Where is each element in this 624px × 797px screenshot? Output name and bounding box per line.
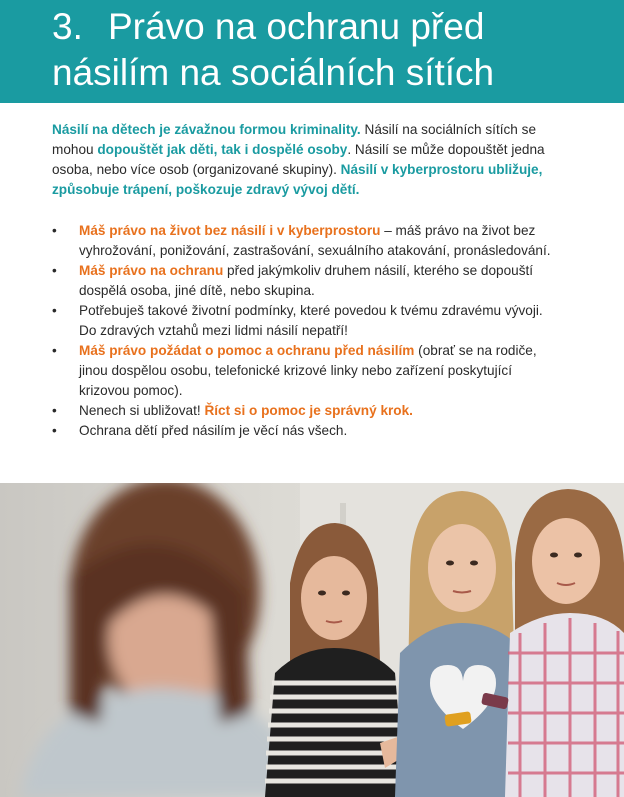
intro-highlight-3: Násilí v kyberprostoru ubližuje, způsobuje trápení, poškozuje zdravý vývoj dětí. [52, 162, 543, 197]
chapter-title [52, 4, 612, 96]
list-item [52, 341, 562, 401]
right-text: před jakýmkoliv druhem násilí, kterého se dopouští dospělá osoba, jiné dítě, nebo skupina. [79, 263, 534, 298]
chapter-number: 3. [52, 6, 83, 47]
photo-illustration [0, 483, 624, 797]
intro-text-2: . Násilí se může dopouštět jedna osoba, nebo více osob (organizované skupiny). [52, 142, 545, 177]
right-text: – máš právo na život bez vyhrožování, ponižování, zastrašování, sexuálního atakování, pronásledování. [79, 223, 551, 258]
right-heading: Máš právo požádat o pomoc a ochranu před násilím [79, 343, 415, 358]
right-text: Ochrana dětí před násilím je věcí nás všech. [79, 423, 348, 438]
right-text: Potřebuješ takové životní podmínky, které povedou k tvému zdravému vývoji. Do zdravých vztahů mezi lidmi násilí nepatří! [79, 303, 543, 338]
intro-highlight-1: Násilí na dětech je závažnou formou kriminality. [52, 122, 361, 137]
list-item [52, 401, 562, 421]
intro-paragraph [52, 120, 574, 200]
list-item [52, 301, 562, 341]
right-heading: Máš právo na ochranu [79, 263, 224, 278]
right-text: Nenech si ubližovat! [79, 403, 205, 418]
list-item [52, 421, 562, 441]
list-item [52, 261, 562, 301]
intro-highlight-2: dopouštět jak děti, tak i dospělé osoby [97, 142, 348, 157]
chapter-title-line1: Právo na ochranu před [108, 6, 485, 47]
chapter-header [0, 0, 624, 103]
girls-photo [0, 483, 624, 797]
intro-text-1: Násilí na sociálních sítích se mohou [52, 122, 537, 157]
right-heading: Říct si o pomoc je správný krok. [204, 403, 413, 418]
right-heading: Máš právo na život bez násilí i v kyberprostoru [79, 223, 381, 238]
rights-list [52, 221, 562, 441]
right-text: (obrať se na rodiče, jinou dospělou osobu, telefonické krizové linky nebo zařízení poskytující krizovou pomoc). [79, 343, 537, 398]
list-item [52, 221, 562, 261]
chapter-title-line2: násilím na sociálních sítích [52, 52, 495, 93]
